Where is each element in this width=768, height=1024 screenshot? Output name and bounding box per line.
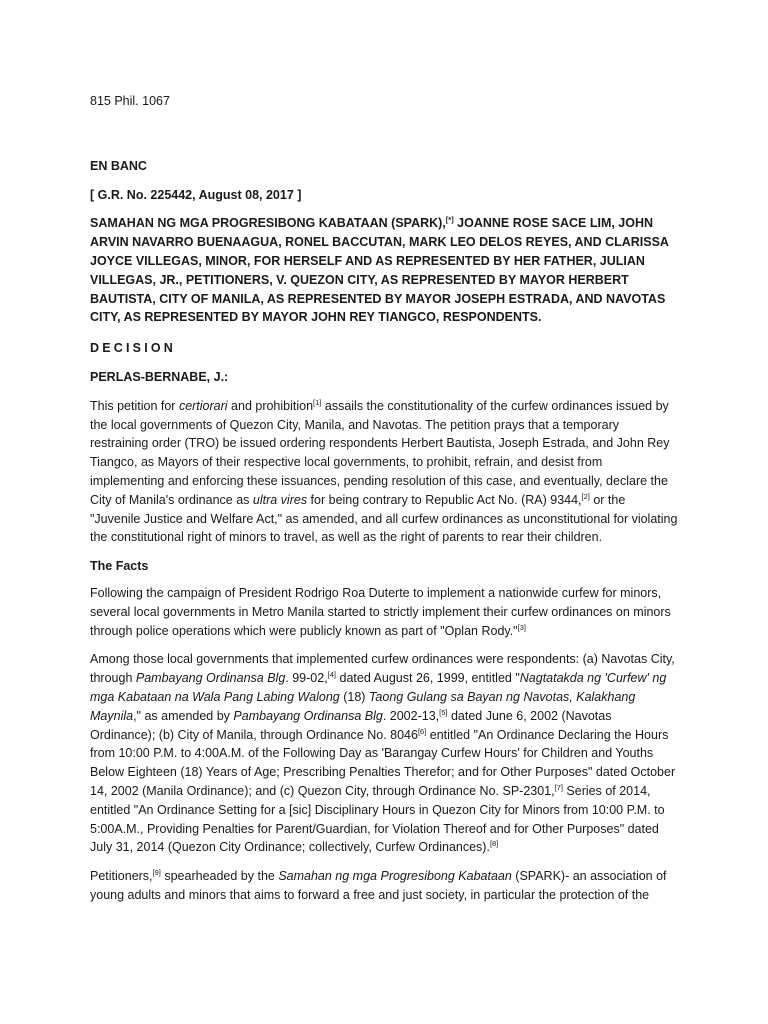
text-run: for being contrary to Republic Act No. (RA) 9344,	[307, 492, 582, 507]
italic-run: certiorari	[178, 398, 228, 413]
text-run: Among those local governments that implemented curfew ordinances were respondents: (a) Navotas City, through	[90, 652, 675, 686]
text-run: ," as amended by	[133, 708, 234, 723]
text-run: entitled "An Ordinance Declaring the Hours from 10:00 P.M. to 4:00A.M. of the Following Day as 'Barangay Curfew Hours' for Children and Youths Below Eighteen (18) Years of Age; Prescribing Penalties Therefor; and for Other Purposes" dated October 14, 2002 (Manila Ordinance); and (c) Quezon City, through Ordinance No. SP-2301,	[90, 727, 676, 798]
text-run: and prohibition	[227, 398, 314, 413]
text-run: or the "Juvenile Justice and Welfare Act," as amended, and all curfew ordinances as unconstitutional for violating the constitutional right of minors to travel, as well as the right of parents to rear their children.	[90, 492, 678, 545]
case-number: [ G.R. No. 225442, August 08, 2017 ]	[90, 187, 302, 202]
footnote-ref[interactable]: [9]	[152, 867, 161, 877]
parties-text: JOANNE ROSE SACE LIM, JOHN ARVIN NAVARRO BUENAAGUA, RONEL BACCUTAN, MARK LEO DELOS REYES, AND CLARISSA JOYCE VILLEGAS, MINOR, FOR HERSELF AND AS REPRESENTED BY HER FATHER, JULIAN VILLEGAS, JR., PETITIONERS, V. QUEZON CITY, AS REPRESENTED BY MAYOR HERBERT BAUTISTA, CITY OF MANILA, AS REPRESENTED BY MAYOR JOSEPH ESTRADA, AND NAVOTAS CITY, AS REPRESENTED BY MAYOR JOHN REY TIANGCO, RESPONDENTS.	[90, 216, 669, 325]
decision-heading: DECISION	[90, 341, 177, 356]
case-parties	[90, 214, 678, 327]
italic-run: Samahan ng mga Progresibong Kabataan	[278, 869, 512, 884]
italic-run: Nagtatakda ng 'Curfew' ng mga Kabataan na Wala Pang Labing Walong	[90, 671, 667, 704]
ponente: PERLAS-BERNABE, J.:	[90, 369, 229, 384]
text-run: spearheaded by the	[160, 869, 279, 884]
footnote-ref[interactable]: [1]	[313, 397, 322, 407]
footnote-ref[interactable]: [2]	[581, 491, 590, 501]
section-heading-facts: The Facts	[90, 559, 149, 574]
paragraph-3	[90, 650, 678, 857]
citation: 815 Phil. 1067	[90, 94, 170, 108]
text-run: . 99-02,	[285, 671, 328, 686]
text-run: This petition for	[90, 398, 179, 413]
footnote-ref[interactable]: [7]	[554, 782, 563, 792]
text-run: (SPARK)- an association of young adults and minors that aims to forward a free and just society, in particular the protection of the	[90, 869, 667, 902]
paragraph-2	[90, 584, 678, 640]
text-run: (18)	[339, 689, 369, 704]
italic-run: ultra vires	[252, 492, 308, 507]
paragraph-1	[90, 397, 678, 547]
text-run: Petitioners,	[90, 869, 153, 884]
italic-run: Pambayang Ordinansa Blg	[233, 708, 383, 723]
footnote-ref[interactable]: [8]	[489, 839, 499, 849]
italic-run: Pambayang Ordinansa Blg	[135, 671, 286, 686]
division-label: EN BANC	[90, 158, 147, 173]
text-run: Series of 2014, entitled "An Ordinance Setting for a [sic] Disciplinary Hours in Quezon City for Minors from 10:00 P.M. to 5:00A.M., Providing Penalties for Parent/Guardian, for Violation Thereof and for Other Purposes" dated July 31, 2014 (Quezon City Ordinance; collectively, Curfew Ordinances).	[90, 783, 665, 855]
text-run: dated August 26, 1999, entitled "	[336, 671, 520, 686]
text-run: . 2002-13,	[382, 708, 440, 723]
footnote-ref[interactable]: [4]	[327, 669, 337, 679]
paragraph-4	[90, 867, 678, 905]
text-run: Following the campaign of President Rodrigo Roa Duterte to implement a nationwide curfew for minors, several local governments in Metro Manila started to strictly implement their curfew ordinances on minors through police operations which were publicly known as part of "Oplan Rody."	[90, 585, 671, 638]
footnote-ref[interactable]: [3]	[517, 622, 526, 632]
footnote-ref[interactable]: [*]	[445, 215, 454, 225]
footnote-ref[interactable]: [5]	[439, 707, 448, 717]
text-run: assails the constitutionality of the curfew ordinances issued by the local governments of Quezon City, Manila, and Navotas. The petition prays that a temporary restraining order (TRO) be issued ordering respondents Herbert Bautista, Joseph Estrada, and John Rey Tiangco, as Mayors of their respective local governments, to prohibit, refrain, and desist from implementing and enforcing these issuances, pending resolution of this case, and eventually, declare the City of Manila's ordinance as	[90, 398, 670, 507]
text-run: dated June 6, 2002 (Navotas Ordinance); (b) City of Manila, through Ordinance No. 8046	[90, 708, 612, 742]
italic-run: Taong Gulang sa Bayan ng Navotas, Kalakhang Maynila	[90, 689, 636, 723]
footnote-ref[interactable]: [6]	[417, 726, 427, 736]
parties-text: SAMAHAN NG MGA PROGRESIBONG KABATAAN (SPARK),	[90, 216, 446, 231]
